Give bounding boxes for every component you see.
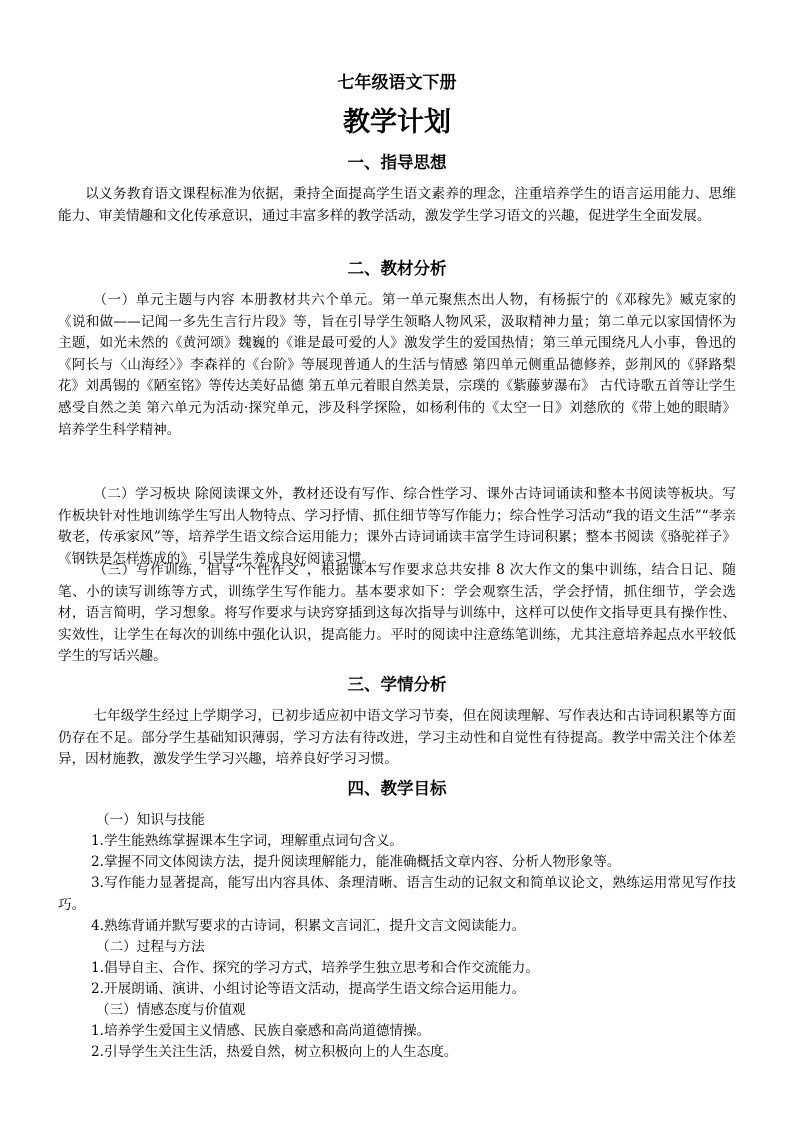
goal-group-knowledge-skills: （一）知识与技能 (96, 812, 205, 828)
section-heading-textbook-analysis: 二、教材分析 (347, 259, 447, 278)
section-heading-guiding-thought: 一、指导思想 (347, 153, 447, 172)
section-heading-student-analysis: 三、学情分析 (347, 675, 447, 694)
paragraph-learning-modules: （二）学习板块 除阅读课文外，教材还设有写作、综合性学习、课外古诗词诵读和整本书阅读等板块。写作板块针对性地训练学生写出人物特点、学习抒情、抓住细节等写作能力；综合性学习活动“我的语文生活”“孝亲敬老，传承家风”等，培养学生语文综合运用能力；课外古诗词诵读丰富学生诗词积累；整本书阅读《骆驼祥子》《钢铁是怎样炼成的》 引导学生养成良好阅读习惯。 (58, 486, 736, 567)
goal-group-process-method: （二）过程与方法 (96, 939, 205, 955)
goal-item: 2.开展朗诵、演讲、小组讨论等语文活动，提高学生语文综合运用能力。 (91, 981, 526, 997)
goal-item: 4.熟练背诵并默写要求的古诗词，积累文言词汇，提升文言文阅读能力。 (91, 918, 526, 934)
goal-item: 1.培养学生爱国主义情感、民族自豪感和高尚道德情操。 (91, 1023, 431, 1039)
goal-item: 1.学生能熟练掌握课本生字词，理解重点词句含义。 (91, 833, 404, 849)
document-title: 教学计划 (343, 107, 451, 138)
paragraph-writing-training: （三）写作训练，倡导“个性作文”，根据课本写作要求总共安排 8 次大作文的集中训练，结合日记、随笔、小的读写训练等方式，训练学生写作能力。基本要求如下：学会观察生活，学会抒情，抓住细节，学会选材，语言简明，学习想象。将写作要求与诀窍穿插到这每次指导与训练中，这样可以使作文指导更具有操作性、实效性，让学生在每次的训练中强化认识，提高能力。平时的阅读中注意练笔训练，尤其注意培养起点水平较低学生的写话兴趣。 (58, 562, 736, 665)
document-subtitle: 七年级语文下册 (337, 73, 457, 93)
paragraph-unit-themes: （一）单元主题与内容 本册教材共六个单元。第一单元聚焦杰出人物，有杨振宁的《邓稼先》臧克家的《说和做——记闻一多先生言行片段》等，旨在引导学生领略人物风采，汲取精神力量；第二单元以家国情怀为主题，如光未然的《黄河颂》魏巍的《谁是最可爱的人》激发学生的爱国热情；第三单元围绕凡人小事，鲁迅的《阿长与〈山海经〉》李森祥的《台阶》等展现普通人的生活与情感 第四单元侧重品德修养，彭荆风的《驿路梨花》刘禹锡的《陋室铭》等传达美好品德 第五单元着眼自然美景，宗璞的《紫藤萝瀑布》 古代诗歌五首等让学生感受自然之美 第六单元为活动·探究单元，涉及科学探险，如杨利伟的《太空一日》刘慈欣的《带上她的眼睛》 培养学生科学精神。 (58, 292, 736, 438)
goal-item: 1.倡导自主、合作、探究的学习方式，培养学生独立思考和合作交流能力。 (91, 960, 539, 976)
goal-item: 3.写作能力显著提高，能写出内容具体、条理清晰、语言生动的记叙文和简单议论文，熟练运用常见写作技巧。 (58, 875, 736, 913)
goal-group-emotion-values: （三）情感态度与价值观 (96, 1002, 246, 1018)
paragraph-guiding-thought: 以义务教育语文课程标准为依据，秉持全面提高学生语文素养的理念，注重培养学生的语言运用能力、思维能力、审美情趣和文化传承意识，通过丰富多样的教学活动，激发学生学习语文的兴趣，促进学生全面发展。 (58, 186, 736, 224)
goal-item: 2.掌握不同文体阅读方法，提升阅读理解能力，能准确概括文章内容、分析人物形象等。 (91, 854, 621, 870)
section-heading-teaching-goals: 四、教学目标 (347, 779, 447, 798)
goal-item: 2.引导学生关注生活，热爱自然，树立积极向上的人生态度。 (91, 1044, 458, 1060)
paragraph-student-analysis: 七年级学生经过上学期学习，已初步适应初中语文学习节奏，但在阅读理解、写作表达和古诗词积累等方面仍存在不足。部分学生基础知识薄弱，学习方法有待改进，学习主动性和自觉性有待提高。教学中需关注个体差异，因材施教，激发学生学习兴趣，培养良好学习习惯。 (58, 708, 736, 768)
